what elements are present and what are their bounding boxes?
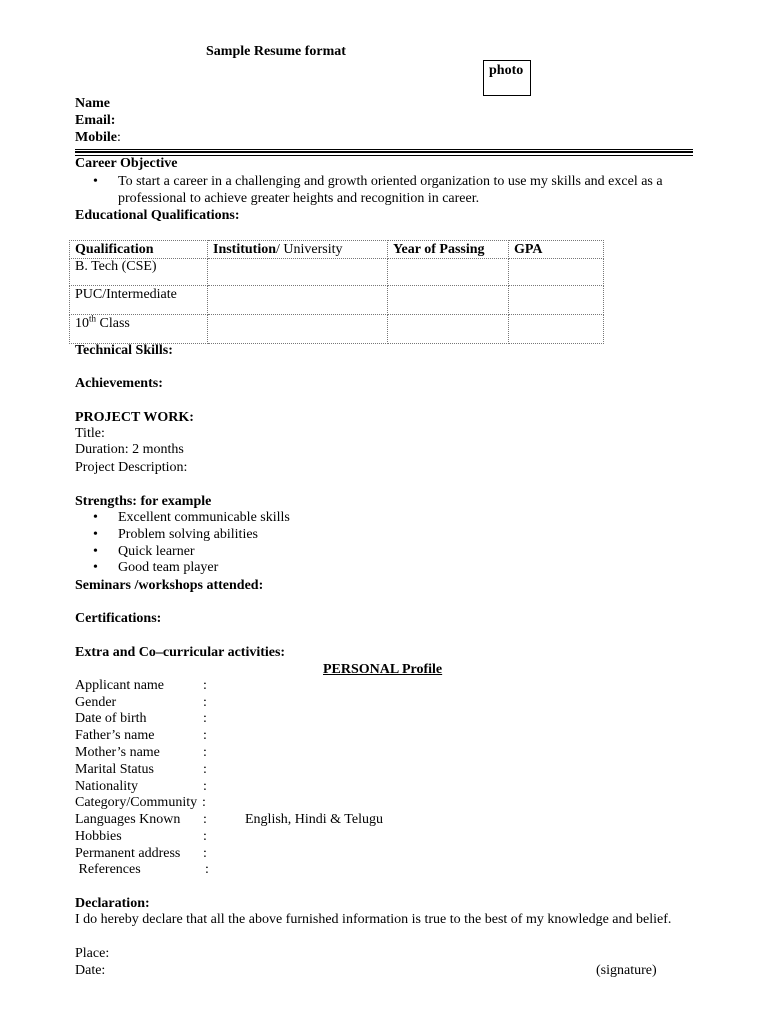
field-value: English, Hindi & Telugu xyxy=(245,812,383,827)
education-table xyxy=(69,240,604,344)
photo-label: photo xyxy=(489,63,524,78)
cell-institution xyxy=(208,286,388,315)
field-label: Nationality xyxy=(75,779,138,794)
field-label: Hobbies xyxy=(75,829,122,844)
list-item: • Quick learner xyxy=(93,544,290,561)
certifications-heading: Certifications: xyxy=(75,611,162,626)
cell-qualification: B. Tech (CSE) xyxy=(70,259,208,286)
strengths-list xyxy=(93,510,290,577)
list-item: • Good team player xyxy=(93,560,290,577)
career-objective-line2: professional to achieve greater heights and recognition in career. xyxy=(118,190,480,206)
declaration-text: I do hereby declare that all the above furnished information is true to the best of my knowledge and belief. xyxy=(75,912,672,927)
cell-gpa xyxy=(509,315,604,344)
date-label: Date: xyxy=(75,963,106,978)
divider-line-2 xyxy=(75,151,693,153)
col-header-institution-rest: / University xyxy=(276,242,343,257)
col-header-institution xyxy=(208,241,388,259)
field-label: Mother’s name xyxy=(75,745,160,760)
list-item: • Problem solving abilities xyxy=(93,527,290,544)
field-colon: : xyxy=(203,711,207,726)
field-label: Date of birth xyxy=(75,711,147,726)
name-label: Name xyxy=(75,96,110,111)
col-header-gpa: GPA xyxy=(509,241,604,259)
project-work-heading: PROJECT WORK: xyxy=(75,410,194,425)
field-label: Applicant name xyxy=(75,678,165,693)
education-table-header xyxy=(70,241,604,259)
project-description-label: Project Description: xyxy=(75,460,188,475)
cell-institution xyxy=(208,259,388,286)
career-objective-item xyxy=(93,174,663,208)
mobile-line xyxy=(75,130,121,147)
field-colon: : xyxy=(203,695,207,710)
field-colon: : xyxy=(203,678,207,693)
field-label: Marital Status xyxy=(75,762,154,777)
field-label: Father’s name xyxy=(75,728,155,743)
mobile-colon: : xyxy=(117,130,121,145)
table-row xyxy=(70,286,604,315)
col-header-year: Year of Passing xyxy=(388,241,509,259)
cell-gpa xyxy=(509,259,604,286)
cell-qualification: PUC/Intermediate xyxy=(70,286,208,315)
col-header-qualification: Qualification xyxy=(70,241,208,259)
cell-year xyxy=(388,315,509,344)
declaration-heading: Declaration: xyxy=(75,896,150,911)
cell-year xyxy=(388,286,509,315)
career-objective-heading: Career Objective xyxy=(75,156,178,171)
education-heading: Educational Qualifications: xyxy=(75,208,240,223)
mobile-label: Mobile xyxy=(75,130,117,145)
cell-gpa xyxy=(509,286,604,315)
cell-year xyxy=(388,259,509,286)
field-colon: : xyxy=(205,862,209,877)
project-duration: Duration: 2 months xyxy=(75,442,184,457)
field-label: Permanent address xyxy=(75,846,181,861)
field-label: Category/Community xyxy=(75,795,198,810)
divider-line-1 xyxy=(75,149,693,150)
table-row xyxy=(70,315,604,344)
career-objective-line1: To start a career in a challenging and growth oriented organization to use my skills and excel as a xyxy=(118,174,663,189)
cell-qualification xyxy=(70,315,208,344)
field-colon: : xyxy=(203,829,207,844)
field-label: Gender xyxy=(75,695,117,710)
project-title-label: Title: xyxy=(75,426,105,441)
personal-profile-heading: PERSONAL Profile xyxy=(323,662,443,677)
qualification-superscript: th xyxy=(89,313,97,324)
col-header-institution-bold: Institution xyxy=(213,242,277,257)
list-item: • Excellent communicable skills xyxy=(93,510,290,527)
document-title: Sample Resume format xyxy=(206,44,346,59)
strengths-heading: Strengths: for example xyxy=(75,494,212,509)
field-colon: : xyxy=(203,846,207,861)
field-colon: : xyxy=(203,812,207,827)
place-label: Place: xyxy=(75,946,110,961)
photo-box xyxy=(483,60,531,96)
field-colon: : xyxy=(203,762,207,777)
technical-skills-heading: Technical Skills: xyxy=(75,343,173,358)
qualification-prefix: 10 xyxy=(75,316,89,331)
table-row xyxy=(70,259,604,286)
field-label: Languages Known xyxy=(75,812,181,827)
qualification-suffix: Class xyxy=(96,316,130,331)
extra-activities-heading: Extra and Co–curricular activities: xyxy=(75,645,286,660)
field-colon: : xyxy=(202,795,206,810)
field-colon: : xyxy=(203,745,207,760)
achievements-heading: Achievements: xyxy=(75,376,163,391)
cell-institution xyxy=(208,315,388,344)
signature-label: (signature) xyxy=(596,963,657,978)
field-colon: : xyxy=(203,779,207,794)
email-label: Email: xyxy=(75,113,116,128)
field-colon: : xyxy=(203,728,207,743)
seminars-heading: Seminars /workshops attended: xyxy=(75,578,264,593)
field-label: References xyxy=(75,862,141,877)
career-objective-list xyxy=(93,174,663,208)
